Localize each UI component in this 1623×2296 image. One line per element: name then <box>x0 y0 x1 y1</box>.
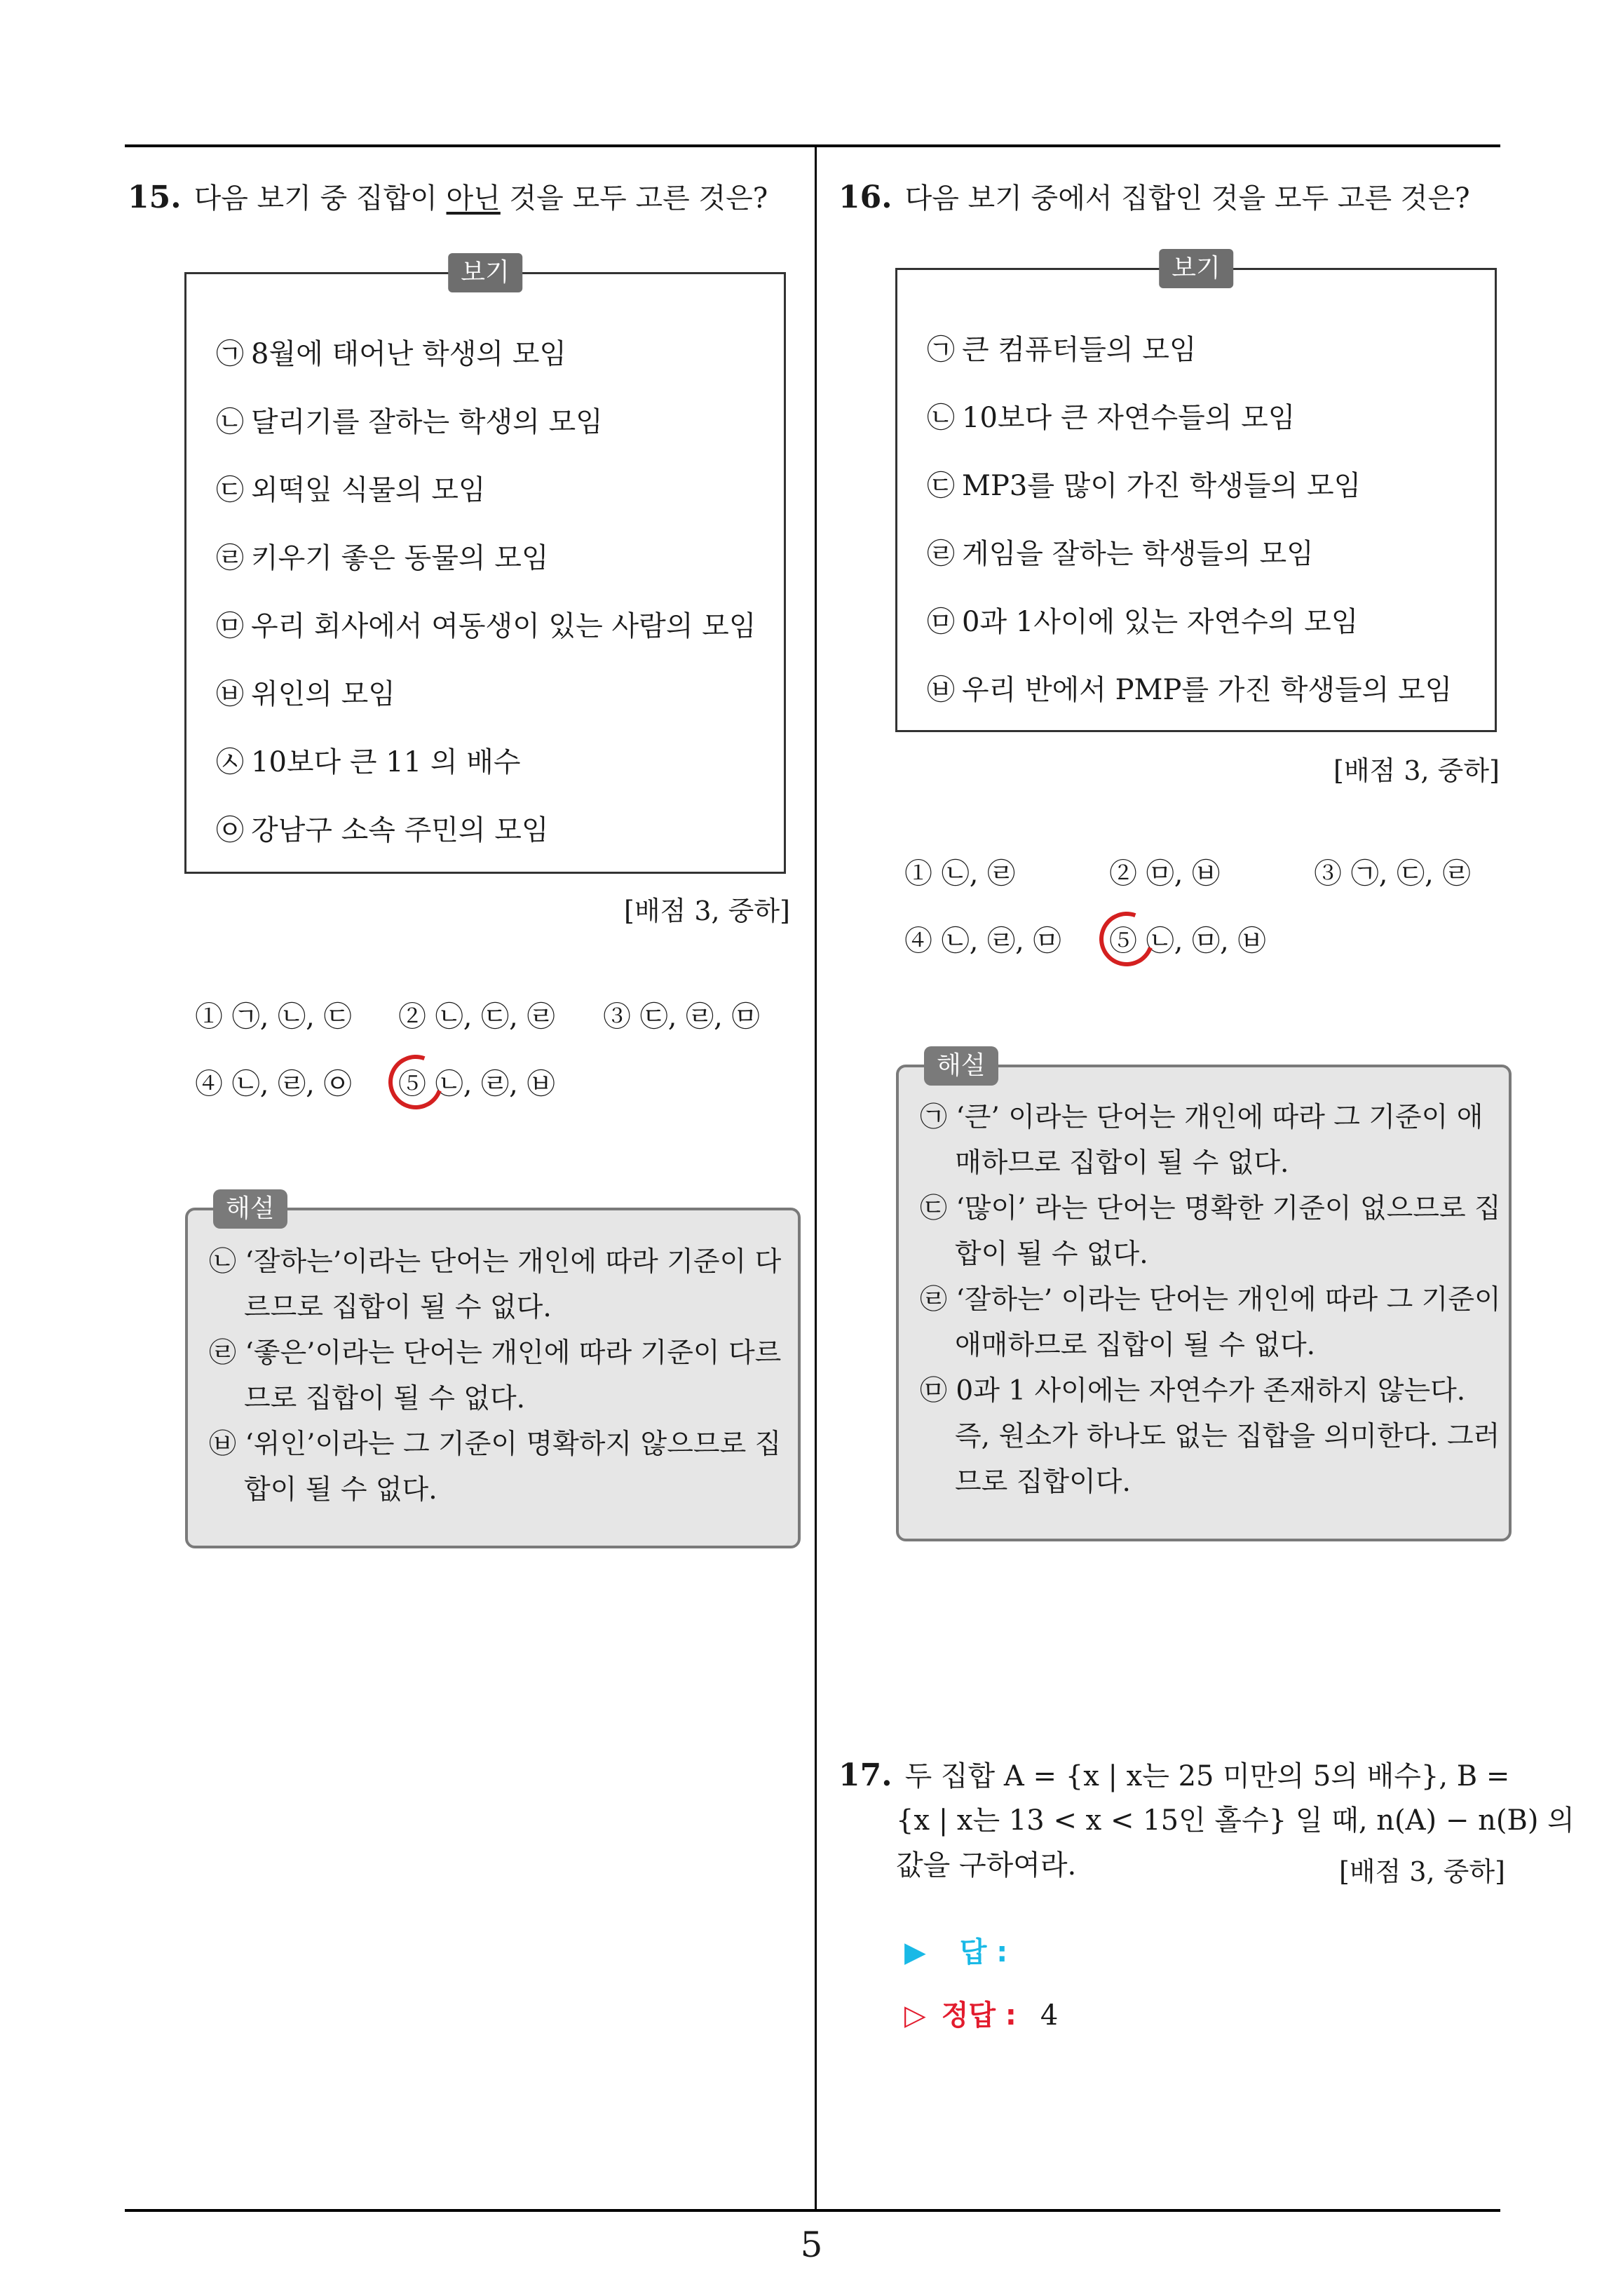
q15-bogi-item: ㉣ 키우기 좋은 동물의 모임 <box>216 542 549 574</box>
q16-choice-4[interactable]: ④ ㉡, ㉣, ㉤ <box>904 925 1061 957</box>
q17-line-2: {x | x는 13 < x < 15인 홀수} 일 때, n(A) − n(B) 의 <box>896 1804 1575 1837</box>
q15-explanation-line: ㉡ ‘잘하는’이라는 단어는 개인에 따라 기준이 다 <box>209 1246 782 1278</box>
q15-bogi-item: ㉠ 8월에 태어난 학생의 모임 <box>216 338 566 370</box>
q15-choice-1[interactable]: ① ㉠, ㉡, ㉢ <box>195 1001 352 1033</box>
q16-bogi-item: ㉡ 10보다 큰 자연수들의 모임 <box>927 402 1296 434</box>
column-divider <box>815 144 817 2210</box>
q16-text: 다음 보기 중에서 집합인 것을 모두 고른 것은? <box>904 182 1470 215</box>
q16-bogi-box <box>895 254 1497 732</box>
q15-choice-4[interactable]: ④ ㉡, ㉣, ㉧ <box>195 1068 352 1100</box>
q17-number: 17. <box>838 1757 892 1793</box>
q17-correct-value: 4 <box>1040 1999 1059 2032</box>
q15-choice-2[interactable]: ② ㉡, ㉢, ㉣ <box>398 1001 555 1033</box>
q16-bogi-item: ㉢ MP3를 많이 가진 학생들의 모임 <box>927 470 1361 502</box>
q16-explanation-line: 합이 될 수 없다. <box>955 1238 1148 1270</box>
q15-bogi-item: ㉥ 위인의 모임 <box>216 678 395 710</box>
q15-bogi-item: ㉢ 외떡잎 식물의 모임 <box>216 474 486 506</box>
page-number: 5 <box>800 2224 823 2265</box>
q16-choice-1[interactable]: ① ㉡, ㉣ <box>904 858 1016 890</box>
q17-correct-row <box>904 1993 1058 2033</box>
q15-explanation-box <box>185 1194 801 1548</box>
q16-score: [배점 3, 중하] <box>1333 755 1500 786</box>
q15-explanation-line: 므로 집합이 될 수 없다. <box>244 1383 526 1414</box>
q15-bogi-item: ㉦ 10보다 큰 11 의 배수 <box>216 746 521 778</box>
q16-bogi-item: ㉤ 0과 1사이에 있는 자연수의 모임 <box>927 606 1359 638</box>
q16-bogi-item: ㉣ 게임을 잘하는 학생들의 모임 <box>927 538 1314 570</box>
q16-explanation-line: ㉣ ‘잘하는’ 이라는 단어는 개인에 따라 그 기준이 <box>920 1284 1501 1316</box>
answer-play-icon: ▶ <box>904 1936 926 1969</box>
q17-correct-label: 정답 : <box>941 1999 1017 2032</box>
correct-play-icon: ▷ <box>904 1999 926 2032</box>
q15-bogi-item: ㉧ 강남구 소속 주민의 모임 <box>216 814 549 846</box>
q15-choice-3[interactable]: ③ ㉢, ㉣, ㉤ <box>603 1001 760 1033</box>
q16-bogi-item: ㉥ 우리 반에서 PMP를 가진 학생들의 모임 <box>927 674 1453 706</box>
q17-score: [배점 3, 중하] <box>1339 1856 1505 1887</box>
q15-explanation-line: 르므로 집합이 될 수 없다. <box>244 1292 552 1323</box>
q16-explanation-line: ㉤ 0과 1 사이에는 자연수가 존재하지 않는다. <box>920 1375 1466 1407</box>
q15-bogi-item: ㉡ 달리기를 잘하는 학생의 모임 <box>216 406 603 438</box>
q17-answer-label: 답 : <box>959 1936 1008 1969</box>
q16-explanation-line: 애매하므로 집합이 될 수 없다. <box>955 1330 1316 1361</box>
q15-explanation-line: ㉥ ‘위인’이라는 그 기준이 명확하지 않으므로 집 <box>209 1429 782 1460</box>
top-rule <box>125 144 1500 147</box>
q16-choice-5[interactable]: ⑤ ㉡, ㉤, ㉥ <box>1109 925 1266 957</box>
q15-text-before: 다음 보기 중 집합이 <box>193 182 447 215</box>
q15-explanation-line: ㉣ ‘좋은’이라는 단어는 개인에 따라 기준이 다르 <box>209 1337 782 1369</box>
q15-text-after: 것을 모두 고른 것은? <box>500 182 768 215</box>
q16-explanation-line: 즉, 원소가 하나도 없는 집합을 의미한다. 그러 <box>955 1421 1500 1452</box>
q16-choice-3[interactable]: ③ ㉠, ㉢, ㉣ <box>1314 858 1471 890</box>
q16-answer-mark-icon <box>1090 903 1163 975</box>
q15-bogi-item: ㉤ 우리 회사에서 여동생이 있는 사람의 모임 <box>216 610 756 642</box>
q16-choice-2[interactable]: ② ㉤, ㉥ <box>1109 858 1221 890</box>
q15-bogi-box <box>184 258 786 874</box>
q17-answer-row[interactable] <box>904 1930 1007 1970</box>
q15-number: 15. <box>128 180 182 215</box>
q16-explanation-line: ㉠ ‘큰’ 이라는 단어는 개인에 따라 그 기준이 애 <box>920 1102 1483 1133</box>
q15-bogi-label: 보기 <box>448 253 522 292</box>
bottom-rule <box>125 2209 1500 2212</box>
q16-number: 16. <box>838 180 892 215</box>
q16-explanation-label: 해설 <box>924 1046 998 1086</box>
q15-choice-5[interactable]: ⑤ ㉡, ㉣, ㉥ <box>398 1068 555 1100</box>
q15-text-underlined: 아닌 <box>446 182 501 215</box>
q16-explanation-line: ㉢ ‘많이’ 라는 단어는 명확한 기준이 없으므로 집 <box>920 1193 1501 1224</box>
q15-header <box>128 177 768 220</box>
q15-score: [배점 3, 중하] <box>624 896 790 926</box>
q16-explanation-line: 매하므로 집합이 될 수 없다. <box>955 1147 1289 1179</box>
q15-explanation-line: 합이 될 수 없다. <box>244 1474 437 1506</box>
q16-bogi-item: ㉠ 큰 컴퓨터들의 모임 <box>927 334 1197 366</box>
q15-explanation-label: 해설 <box>213 1189 287 1229</box>
q16-bogi-label: 보기 <box>1159 249 1233 288</box>
q17-line-3: 값을 구하여라. <box>896 1849 1077 1882</box>
q16-explanation-line: 므로 집합이다. <box>955 1466 1131 1498</box>
q17-text-line-1: 두 집합 A = {x | x는 25 미만의 5의 배수}, B = <box>904 1760 1510 1792</box>
q15-answer-mark-icon <box>379 1046 452 1119</box>
q16-header <box>838 177 1470 220</box>
q16-explanation-box <box>896 1051 1512 1541</box>
q17-line-1 <box>838 1755 1509 1797</box>
